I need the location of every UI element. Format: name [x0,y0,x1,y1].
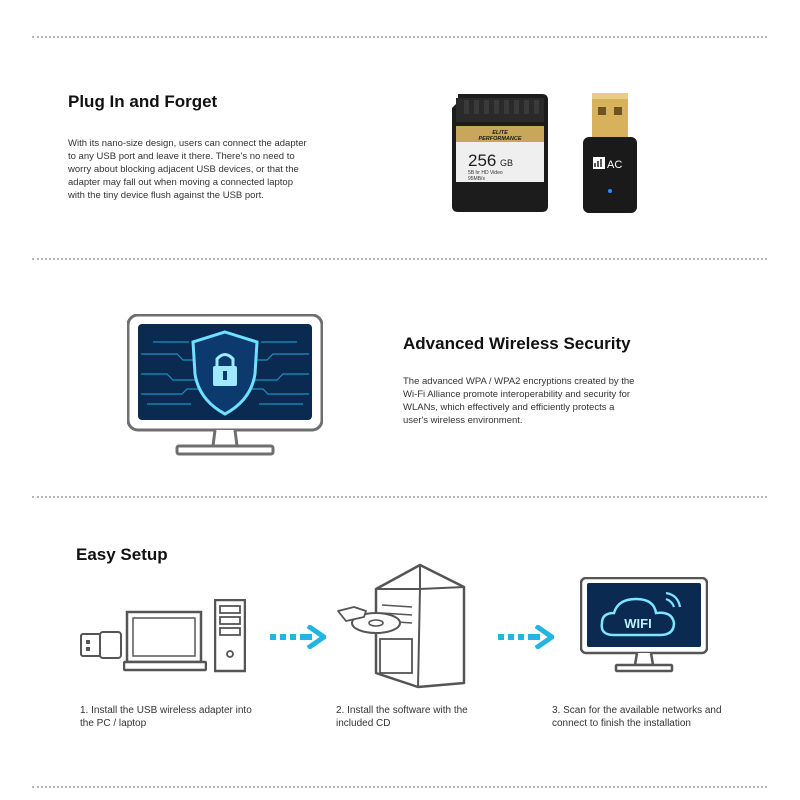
wifi-label: WIFI [624,616,652,631]
sd-unit: GB [500,158,514,168]
plug-section-title: Plug In and Forget [68,92,218,111]
plug-section-body: With its nano-size design, users can connect the adapter to any USB port and leave it there. There's no need to worry about blocking adjacent USB devices, or that the adapter may fall out when moving a connected laptop with the tiny device flush against the USB port. [68,138,307,201]
section-divider [32,786,767,788]
security-monitor-image [127,314,323,456]
sd-capacity: 256 [468,151,497,170]
step-arrow-icon [498,625,554,649]
security-section-body: The advanced WPA / WPA2 encryptions created by the Wi-Fi Alliance promote interoperability and security for WLANs, which effectively and efficiently protects a user's wireless environment. [403,376,635,426]
sd-brand: ELITE [492,130,508,136]
section-divider [32,496,767,498]
step-arrow-icon [270,625,326,649]
adapter-label: AC [607,159,623,171]
setup-step-2: 2. Install the software with the included CD [336,705,468,729]
section-divider [32,258,767,260]
section-divider [32,36,767,38]
usb-stick-icon [80,631,122,659]
sd-speed: 95MB/s [468,176,485,182]
setup-step-1: 1. Install the USB wireless adapter into the PC / laptop [80,705,252,729]
laptop-icon [123,610,207,672]
sd-card-image [452,94,548,212]
desktop-tower-icon [214,599,246,673]
setup-step-3: 3. Scan for the available networks and connect to finish the installation [552,705,722,729]
wifi-monitor-icon [580,577,708,673]
usb-adapter-image [583,93,637,215]
security-section-title: Advanced Wireless Security [403,334,631,353]
sd-video: 5B hr HD Video [468,170,503,176]
cd-install-icon [336,563,470,689]
setup-section-title: Easy Setup [76,545,168,564]
sd-line: PERFORMANCE [478,136,522,142]
